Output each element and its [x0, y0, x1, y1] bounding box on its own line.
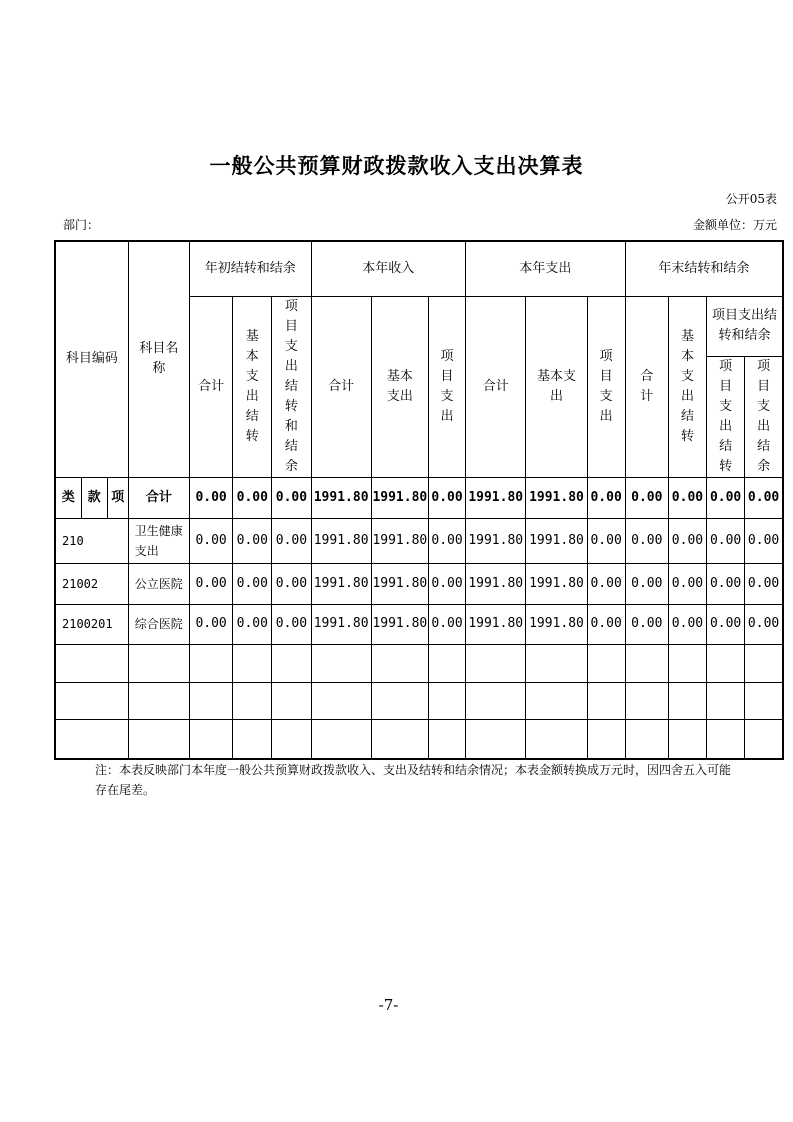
header-expense-project: 项目支出	[587, 296, 625, 477]
cell-value: 0.00	[233, 563, 272, 604]
cell-value: 0.00	[190, 518, 233, 563]
table-row	[55, 518, 783, 563]
header-category: 类	[55, 477, 81, 518]
subject-code: 21002	[55, 563, 128, 604]
cell-value: 1991.80	[526, 563, 587, 604]
header-begin-project: 项目支出结转和结余	[272, 296, 311, 477]
cell-value: 1991.80	[371, 477, 428, 518]
header-subject-code: 科目编码	[55, 241, 128, 477]
budget-table	[54, 240, 784, 760]
cell-value: 0.00	[272, 563, 311, 604]
cell-value: 0.00	[668, 518, 706, 563]
cell-value: 0.00	[625, 477, 668, 518]
cell-value: 0.00	[625, 518, 668, 563]
cell-value: 1991.80	[466, 604, 526, 644]
cell-value: 0.00	[190, 477, 233, 518]
cell-value: 0.00	[668, 563, 706, 604]
header-income-total: 合计	[311, 296, 371, 477]
form-number: 公开05表	[725, 192, 777, 206]
table-row	[55, 563, 783, 604]
cell-value: 1991.80	[311, 518, 371, 563]
header-end-basic: 基本支出结转	[668, 296, 706, 477]
header-end-project-surplus: 项目支出结余	[745, 356, 783, 477]
total-label: 合计	[128, 477, 189, 518]
table-row-empty	[55, 682, 783, 719]
header-end-total: 合计	[625, 296, 668, 477]
header-begin-total: 合计	[190, 296, 233, 477]
cell-value: 0.00	[233, 604, 272, 644]
subject-name: 卫生健康支出	[128, 518, 189, 563]
cell-value: 0.00	[707, 518, 745, 563]
cell-value: 0.00	[428, 518, 465, 563]
cell-value: 0.00	[272, 477, 311, 518]
subject-code: 210	[55, 518, 128, 563]
table-row	[55, 604, 783, 644]
cell-value: 0.00	[625, 563, 668, 604]
header-current-income: 本年收入	[311, 241, 466, 296]
cell-value: 1991.80	[311, 604, 371, 644]
cell-value: 0.00	[233, 518, 272, 563]
cell-value: 0.00	[587, 518, 625, 563]
cell-value: 1991.80	[526, 477, 587, 518]
cell-value: 0.00	[428, 477, 465, 518]
cell-value: 1991.80	[311, 563, 371, 604]
cell-value: 1991.80	[526, 518, 587, 563]
cell-value: 0.00	[272, 604, 311, 644]
cell-value: 0.00	[668, 604, 706, 644]
cell-value: 0.00	[428, 604, 465, 644]
cell-value: 0.00	[587, 604, 625, 644]
cell-value: 1991.80	[371, 518, 428, 563]
header-income-basic: 基本支出	[371, 296, 428, 477]
cell-value: 0.00	[745, 477, 783, 518]
cell-value: 1991.80	[526, 604, 587, 644]
header-end-project: 项目支出结转和结余	[707, 296, 783, 356]
cell-value: 1991.80	[466, 518, 526, 563]
cell-value: 0.00	[587, 563, 625, 604]
page-number-text: -7-	[378, 996, 399, 1014]
amount-unit-label: 金额单位：万元	[692, 218, 777, 232]
cell-value: 1991.80	[466, 563, 526, 604]
cell-value: 0.00	[587, 477, 625, 518]
cell-value: 1991.80	[371, 563, 428, 604]
cell-value: 0.00	[707, 477, 745, 518]
cell-value: 0.00	[668, 477, 706, 518]
department-label: 部门：	[63, 218, 100, 232]
cell-value: 0.00	[190, 563, 233, 604]
cell-value: 0.00	[190, 604, 233, 644]
cell-value: 1991.80	[466, 477, 526, 518]
page-title: 一般公共预算财政拨款收入支出决算表	[209, 153, 584, 178]
header-expense-basic: 基本支出	[526, 296, 587, 477]
header-end-project-carryover: 项目支出结转	[707, 356, 745, 477]
subject-code: 2100201	[55, 604, 128, 644]
header-ending-balance: 年末结转和结余	[625, 241, 783, 296]
cell-value: 0.00	[707, 604, 745, 644]
subject-name: 公立医院	[128, 563, 189, 604]
header-item: 项	[107, 477, 128, 518]
table-row-total	[55, 477, 783, 518]
header-begin-basic: 基本支出结转	[233, 296, 272, 477]
cell-value: 0.00	[745, 604, 783, 644]
header-expense-total: 合计	[466, 296, 526, 477]
subject-name: 综合医院	[128, 604, 189, 644]
header-current-expense: 本年支出	[466, 241, 626, 296]
cell-value: 0.00	[428, 563, 465, 604]
header-beginning-balance: 年初结转和结余	[190, 241, 311, 296]
cell-value: 1991.80	[311, 477, 371, 518]
cell-value: 0.00	[707, 563, 745, 604]
cell-value: 0.00	[233, 477, 272, 518]
header-subject-name: 科目名称	[128, 241, 189, 477]
cell-value: 0.00	[272, 518, 311, 563]
header-section: 款	[81, 477, 107, 518]
table-footnote: 注：本表反映部门本年度一般公共预算财政拨款收入、支出及结转和结余情况；本表金额转换成万元时，因四舍五入可能存在尾差。	[95, 763, 732, 797]
cell-value: 1991.80	[371, 604, 428, 644]
cell-value: 0.00	[745, 563, 783, 604]
page-number	[0, 996, 793, 1014]
header-income-project: 项目支出	[428, 296, 465, 477]
table-row-empty	[55, 719, 783, 759]
cell-value: 0.00	[625, 604, 668, 644]
cell-value: 0.00	[745, 518, 783, 563]
table-row-empty	[55, 644, 783, 682]
